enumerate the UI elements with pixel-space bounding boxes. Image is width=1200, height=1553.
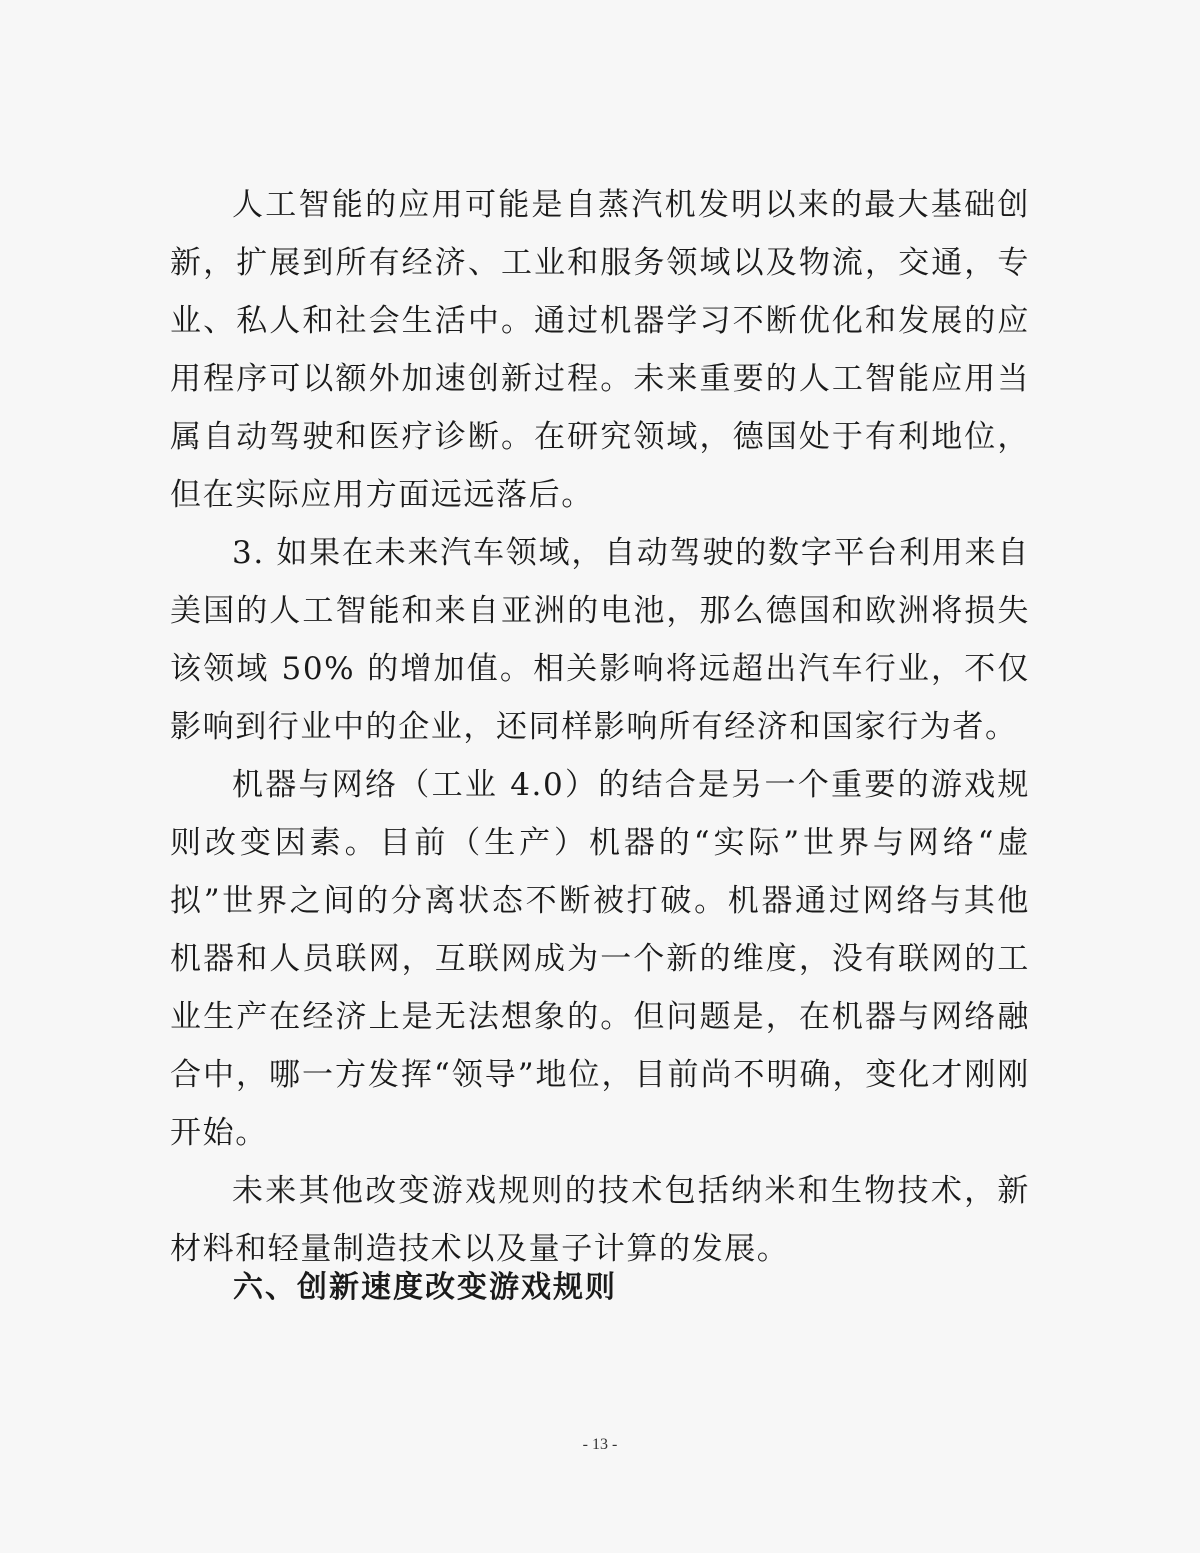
paragraph-autonomous-driving: 3. 如果在未来汽车领域，自动驾驶的数字平台利用来自美国的人工智能和来自亚洲的电池，那么德国和欧洲将损失该领域 50% 的增加值。相关影响将远超出汽车行业，不仅影响到行业中的企业，还同样影响所有经济和国家行为者。 [170,535,1030,745]
paragraph-ai-applications: 人工智能的应用可能是自蒸汽机发明以来的最大基础创新，扩展到所有经济、工业和服务领域以及物流，交通，专业、私人和社会生活中。通过机器学习不断优化和发展的应用程序可以额外加速创新过程。未来重要的人工智能应用当属自动驾驶和医疗诊断。在研究领域，德国处于有利地位，但在实际应用方面远远落后。 [170,187,1030,513]
paragraph-industry-4: 机器与网络（工业 4.0）的结合是另一个重要的游戏规则改变因素。目前（生产）机器的“实际”世界与网络“虚拟”世界之间的分离状态不断被打破。机器通过网络与其他机器和人员联网，互联网成为一个新的维度，没有联网的工业生产在经济上是无法想象的。但问题是，在机器与网络融合中，哪一方发挥“领导”地位，目前尚不明确，变化才刚刚开始。 [170,767,1030,1151]
page-number: - 13 - [582,1436,618,1453]
section-heading: 六、创新速度改变游戏规则 [233,1270,617,1305]
paragraph-other-technologies: 未来其他改变游戏规则的技术包括纳米和生物技术，新材料和轻量制造技术以及量子计算的发展。 [170,1173,1030,1267]
body-text [170,176,1030,1278]
